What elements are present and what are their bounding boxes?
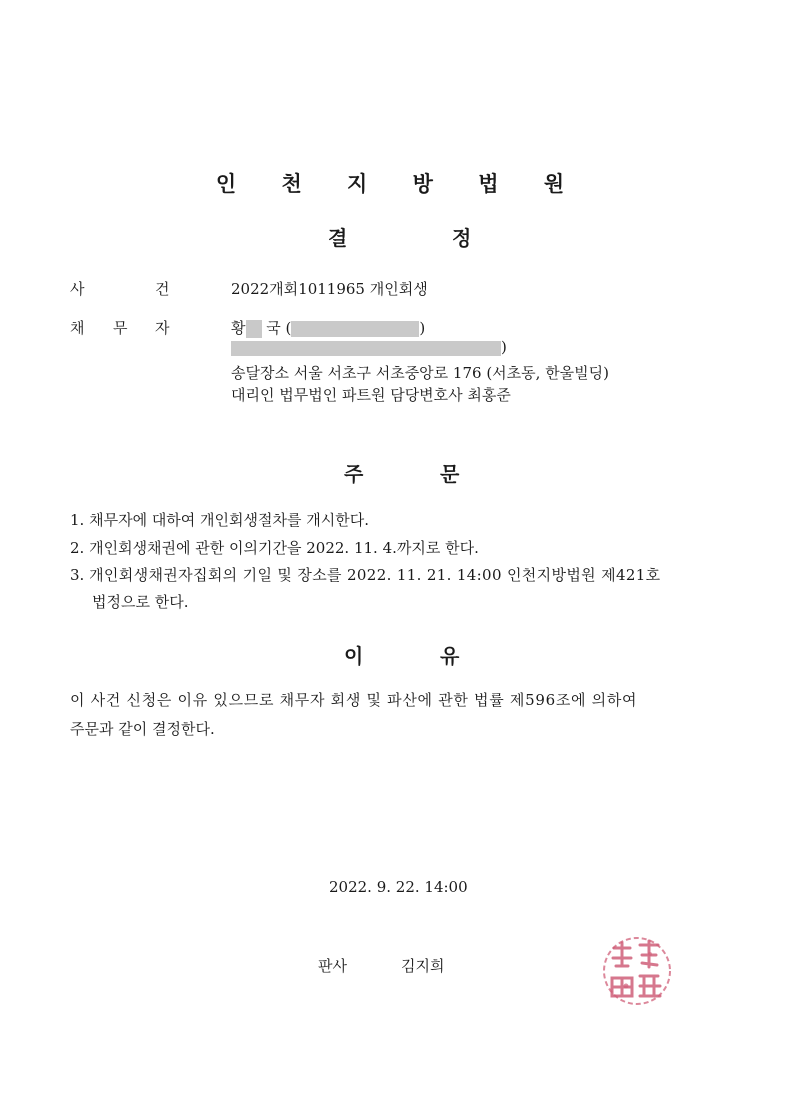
order-item [70,509,369,530]
debtor-name-first: 황 [231,319,246,337]
reason-heading-right: 유 [440,644,460,668]
judge-title: 판사 [318,957,347,975]
close-paren: ) [501,338,507,356]
doc-title-left: 결 [328,226,348,250]
order-heading-left: 주 [344,462,364,486]
court-name: 인 천 지 방 법 원 [215,172,584,196]
order-number: 2. [70,539,85,557]
redaction-block [231,341,501,356]
debtor-address-line [231,338,507,356]
order-text: 개인회생채권에 관한 이의기간을 2022. 11. 4.까지로 한다. [89,539,479,557]
redaction-block [291,321,419,337]
reason-line-2: 주문과 같이 결정한다. [70,720,215,738]
order-number: 1. [70,511,85,529]
judge-name: 김지희 [401,957,445,975]
debtor-name-last: 국 ( [266,319,292,337]
reason-line-1: 이 사건 신청은 이유 있으므로 채무자 회생 및 파산에 관한 법률 제596조에 의하여 [70,691,638,709]
debtor-label-1: 채 [70,319,85,337]
legal-agent: 대리인 법무법인 파트원 담당변호사 최홍준 [231,386,511,404]
close-paren: ) [419,319,426,337]
decision-date: 2022. 9. 22. 14:00 [329,878,468,896]
order-heading-right: 문 [440,462,460,486]
case-label-2: 건 [155,280,170,298]
debtor-name-line [231,317,425,338]
case-label-1: 사 [70,280,85,298]
order-text-continued: 법정으로 한다. [92,593,189,611]
service-address: 송달장소 서울 서초구 서초중앙로 176 (서초동, 한울빌딩) [231,364,610,382]
order-text: 개인회생채권자집회의 기일 및 장소를 2022. 11. 21. 14:00 인천지방법원 제421호 [89,566,661,584]
order-number: 3. [70,566,85,584]
redaction-block [246,320,262,338]
order-text: 채무자에 대하여 개인회생절차를 개시한다. [89,511,369,529]
order-item [70,537,479,558]
doc-title-right: 정 [452,226,472,250]
debtor-label-3: 자 [155,319,170,337]
judge-seal-icon [600,934,678,1008]
case-number: 2022개회1011965 개인회생 [231,280,428,298]
reason-heading-left: 이 [344,644,364,668]
order-item [70,564,660,585]
debtor-label-2: 무 [113,319,128,337]
